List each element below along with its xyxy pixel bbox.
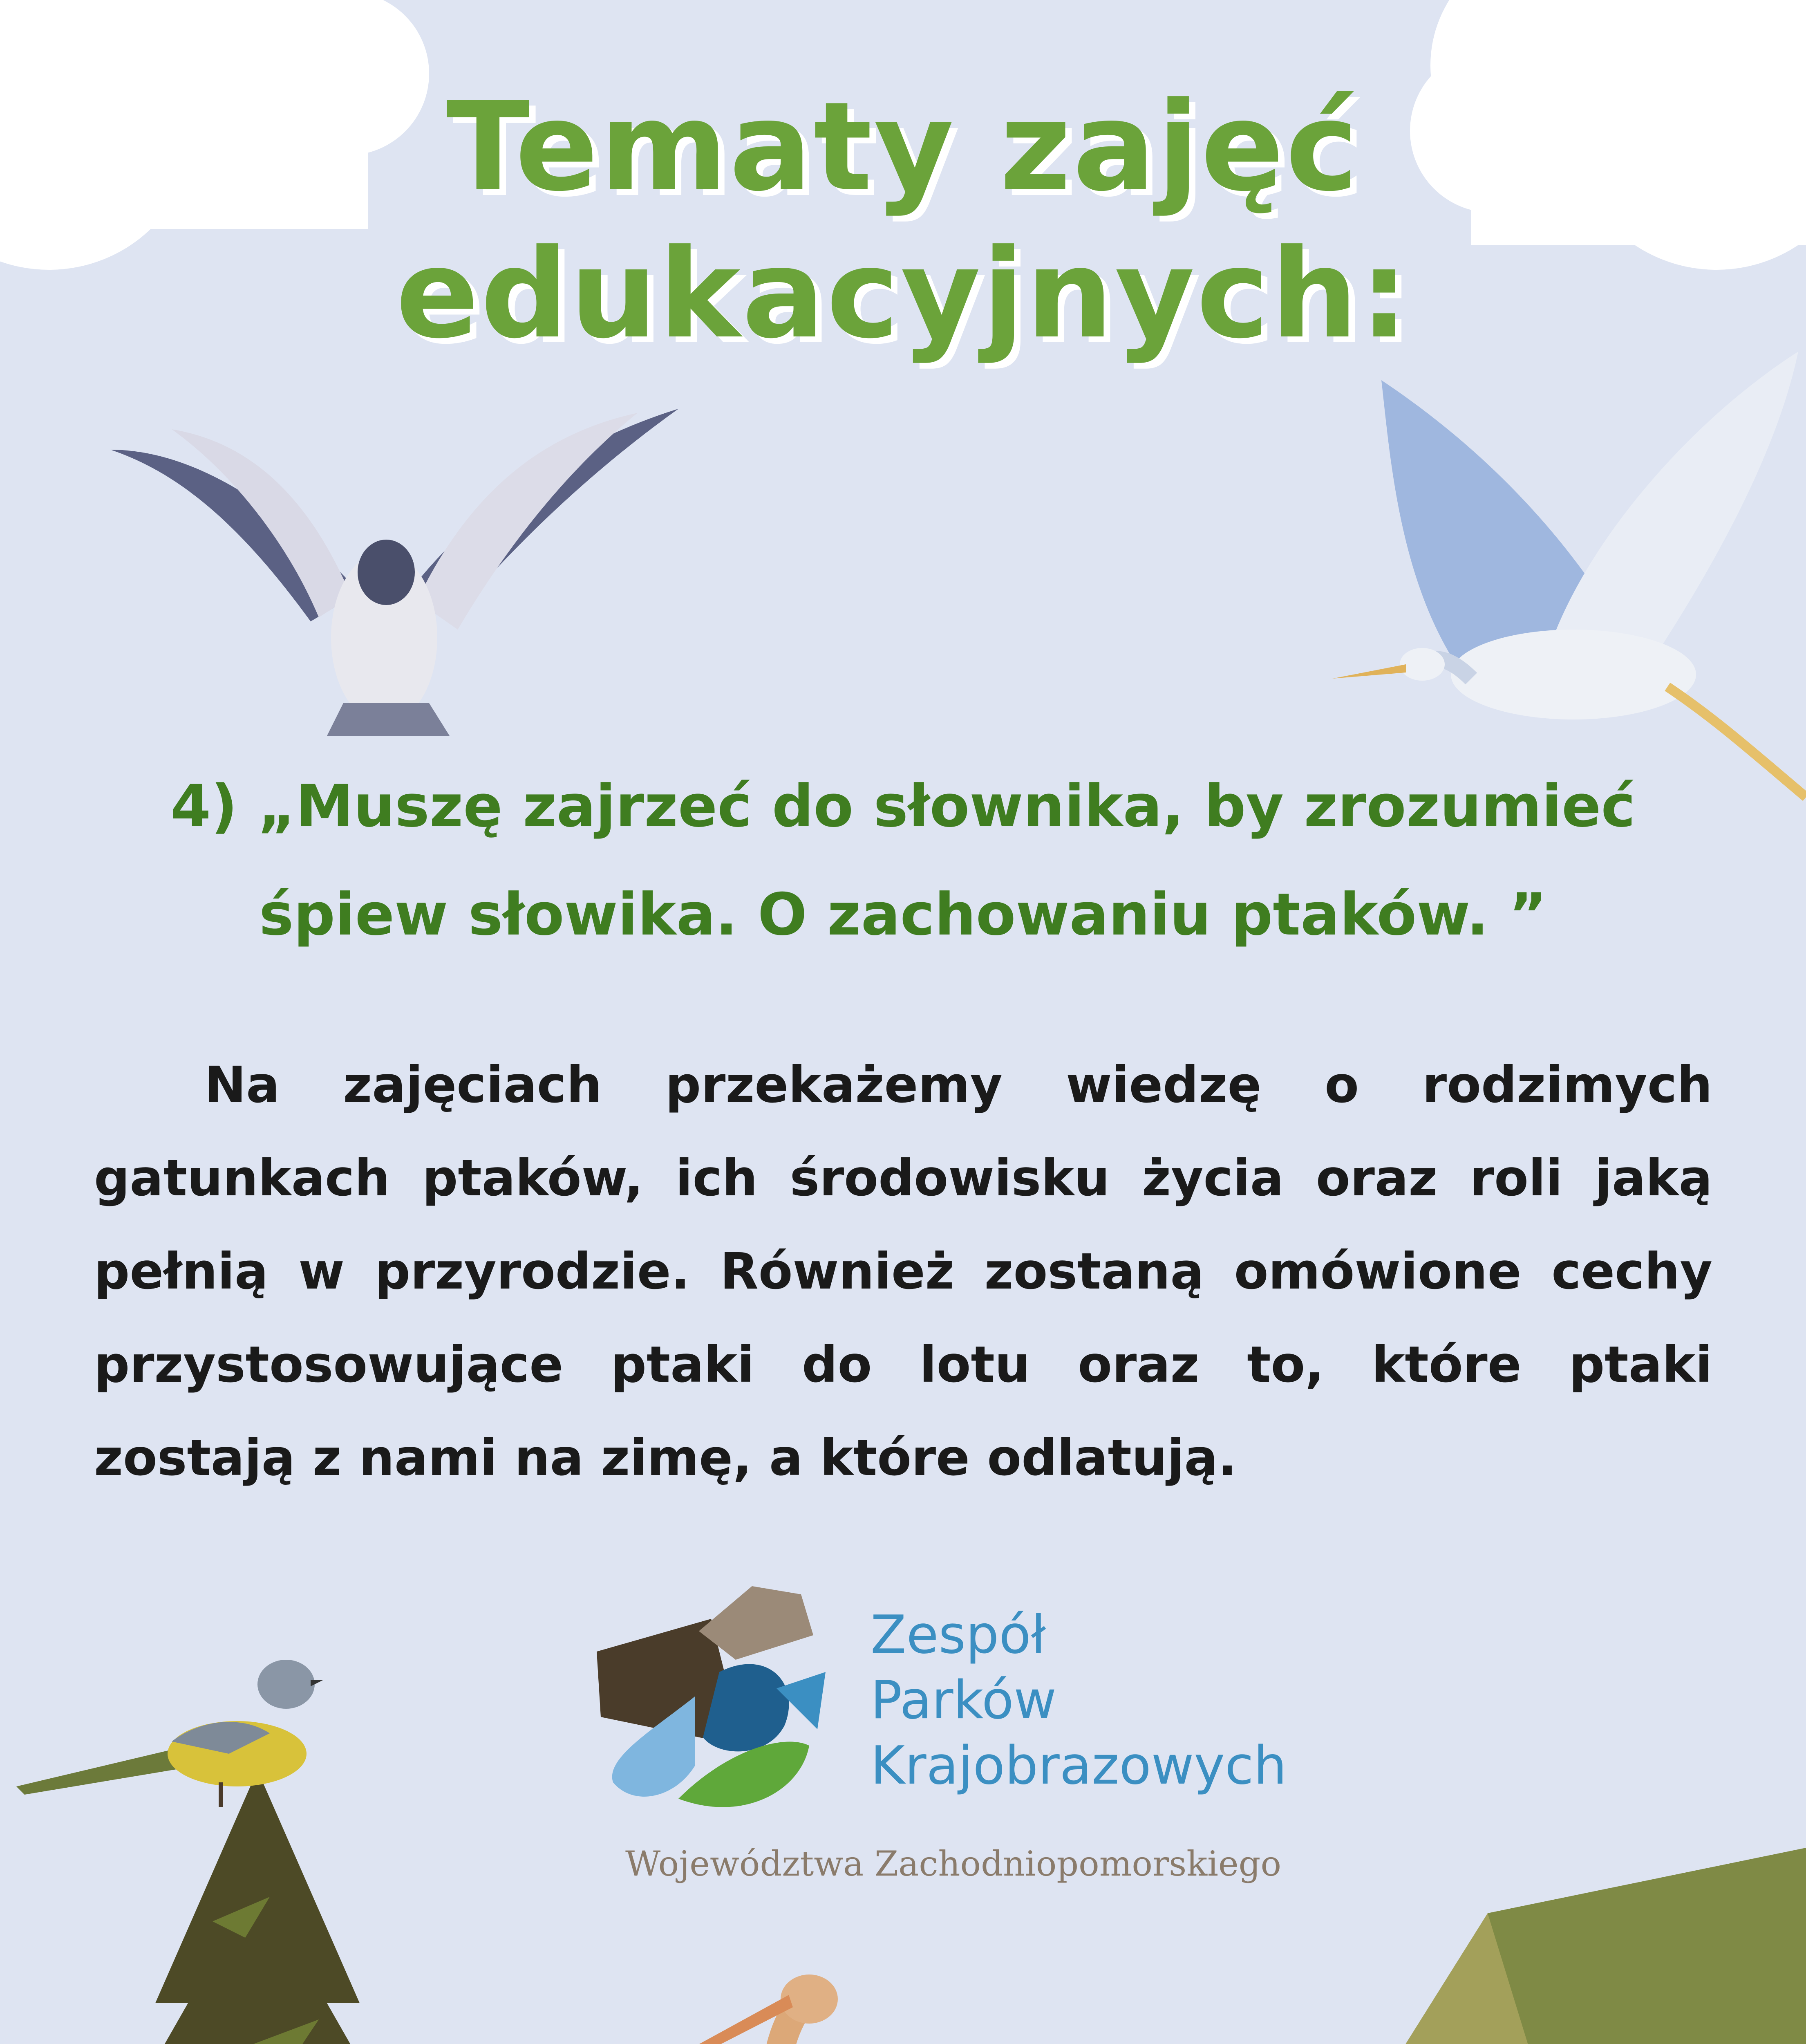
logo-line1: Zespół	[871, 1605, 1046, 1665]
logo-line2: Parków	[871, 1670, 1057, 1731]
logo-wordmark	[871, 1602, 1287, 1799]
page-title-line1: Tematy zajęć	[446, 76, 1360, 218]
page-title-line2: edukacyjnych:	[396, 223, 1410, 365]
logo-subline: Województwa Zachodniopomorskiego	[625, 1844, 1282, 1884]
topic-heading: 4) „Muszę zajrzeć do słownika, by zrozumieć śpiew słowika. O zachowaniu ptaków. ”	[170, 773, 1636, 948]
logo-line3: Krajobrazowych	[871, 1735, 1287, 1796]
description-paragraph: Na zajęciach przekażemy wiedzę o rodzimych gatunkach ptaków, ich środowisku życia oraz roli jaką pełnią w przyrodzie. Również zostaną omówione cechy przystosowujące ptaki do lotu oraz to, które ptaki zostają z nami na zimę, a które odlatują.	[94, 1056, 1712, 1487]
